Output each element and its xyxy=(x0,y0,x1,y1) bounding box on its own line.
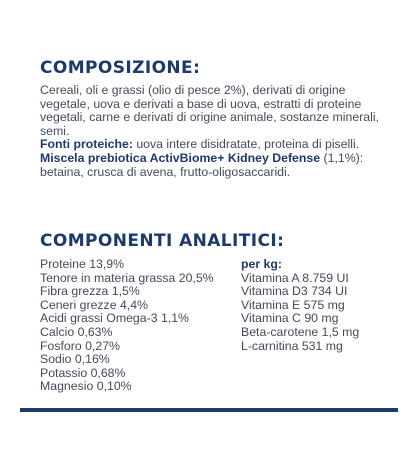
protein-sources-label: Fonti proteiche: xyxy=(40,137,133,152)
component-item: Sodio 0,16% xyxy=(40,352,110,367)
component-item: Fosforo 0,27% xyxy=(40,338,120,353)
component-item: Proteine 13,9% xyxy=(40,257,125,271)
component-item: Calcio 0,63% xyxy=(40,324,113,339)
composition-section xyxy=(40,84,392,179)
prebiotic-label: Miscela prebiotica ActivBiome+ Kidney Defense xyxy=(40,150,321,165)
composition-heading: COMPOSIZIONE: xyxy=(40,58,201,78)
vitamin-item: Vitamina A 8.759 UI xyxy=(241,270,349,285)
component-item: Acidi grassi Omega-3 1,1% xyxy=(40,311,189,326)
protein-sources-text: uova intere disidratate, proteina di piselli. xyxy=(132,137,360,152)
composition-intro: Cereali, oli e grassi (olio di pesce 2%), derivati di origine vegetale, uova e derivati a base di uova, estratti di proteine vegetali, carne e derivati di origine animale, sostanze minerali, semi. xyxy=(40,83,380,138)
prebiotic-paragraph xyxy=(40,152,392,179)
vitamin-item: Vitamina E 575 mg xyxy=(241,297,345,312)
protein-sources-paragraph xyxy=(40,138,392,152)
component-item: Magnesio 0,10% xyxy=(40,379,132,394)
vitamin-item: Vitamina D3 734 UI xyxy=(241,284,348,299)
component-item: Potassio 0,68% xyxy=(40,365,126,380)
analytical-components-list xyxy=(40,258,214,394)
per-kg-list xyxy=(241,258,359,353)
component-item: Fibra grezza 1,5% xyxy=(40,284,140,299)
vitamin-item: L-carnitina 531 mg xyxy=(241,338,343,353)
vitamin-item: Vitamina C 90 mg xyxy=(241,311,339,326)
prebiotic-text: (1,1%): betaina, crusca di avena, frutto-oligosaccaridi. xyxy=(40,150,364,179)
component-item: Tenore in materia grassa 20,5% xyxy=(40,270,214,285)
vitamin-item: Beta-carotene 1,5 mg xyxy=(241,324,360,339)
bottom-divider xyxy=(20,408,398,412)
component-item: Ceneri grezze 4,4% xyxy=(40,297,148,312)
analytical-components-heading: COMPONENTI ANALITICI: xyxy=(40,231,285,251)
per-kg-label: per kg: xyxy=(241,257,282,271)
